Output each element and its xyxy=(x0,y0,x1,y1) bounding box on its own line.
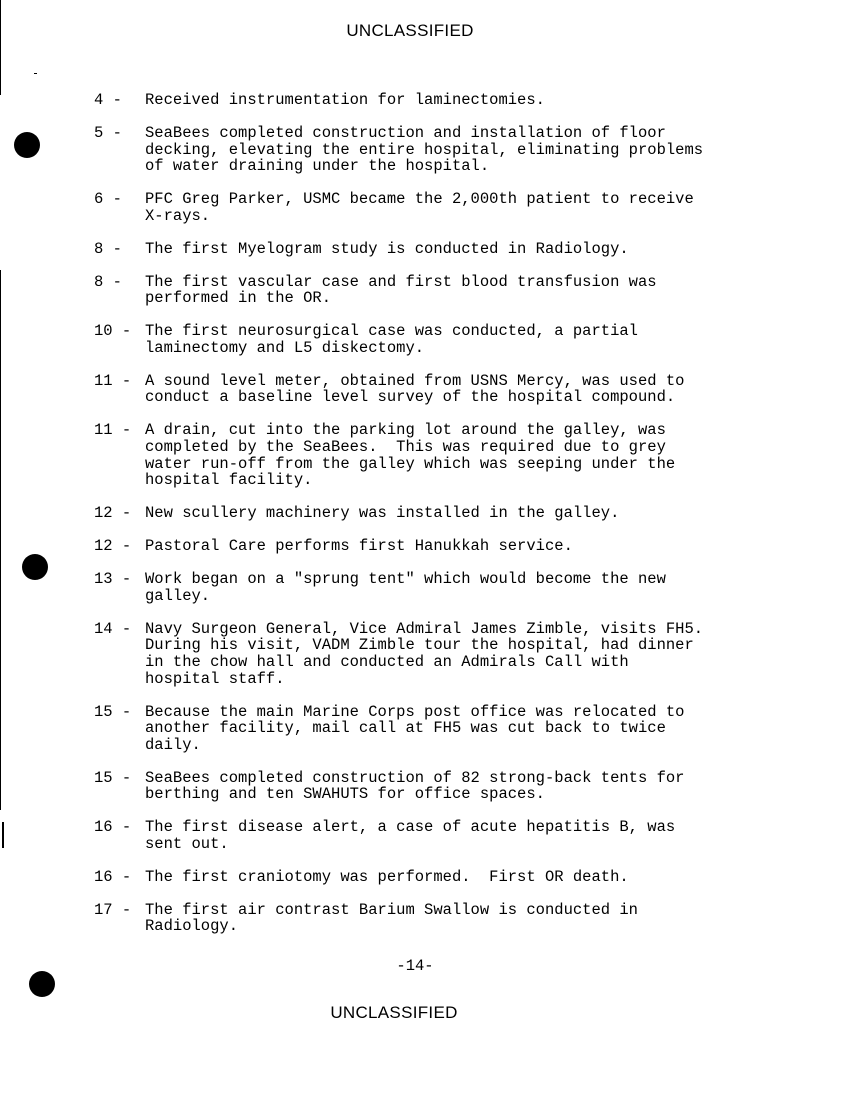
entry-date: 10 - xyxy=(94,322,132,341)
header-classification: UNCLASSIFIED xyxy=(346,21,474,40)
entry-text-line: galley. xyxy=(145,586,211,605)
entry-date: 12 - xyxy=(94,537,132,556)
entry-text xyxy=(145,869,794,886)
entry-text-line: completed by the SeaBees. This was required due to grey xyxy=(145,438,666,457)
entry-text xyxy=(145,274,794,307)
entry-date: 13 - xyxy=(94,570,132,589)
entry-text xyxy=(145,241,794,258)
entry-text-line: The first disease alert, a case of acute hepatitis B, was xyxy=(145,818,676,837)
chronology-entry xyxy=(94,92,794,109)
chronology-entry xyxy=(94,323,794,356)
entry-text-line: water run-off from the galley which was seeping under the xyxy=(145,454,676,473)
chronology-entry xyxy=(94,571,794,604)
entry-date: 15 - xyxy=(94,702,132,721)
entry-text-line: Because the main Marine Corps post office was relocated to xyxy=(145,702,685,721)
entry-text-line: X-rays. xyxy=(145,206,211,225)
chronology-entry xyxy=(94,274,794,307)
entry-text-line: hospital facility. xyxy=(145,471,313,490)
entry-date: 14 - xyxy=(94,619,132,638)
entry-text-line: Navy Surgeon General, Vice Admiral James Zimble, visits FH5. xyxy=(145,619,704,638)
entry-text xyxy=(145,571,794,604)
entry-date: 8 - xyxy=(94,272,122,291)
chronology-entry xyxy=(94,241,794,258)
chronology-entry xyxy=(94,505,794,522)
entry-text-line: decking, elevating the entire hospital, eliminating problems xyxy=(145,140,704,159)
entry-date: 4 - xyxy=(94,91,122,109)
entry-text-line: Received instrumentation for laminectomies. xyxy=(145,91,545,109)
footer-classification: UNCLASSIFIED xyxy=(330,1003,458,1022)
entry-date: 12 - xyxy=(94,504,132,523)
chronology-entry xyxy=(94,373,794,406)
entry-text-line: performed in the OR. xyxy=(145,289,332,308)
chronology-entry xyxy=(94,125,794,175)
entry-text xyxy=(145,323,794,356)
entry-text-line: laminectomy and L5 diskectomy. xyxy=(145,338,425,357)
punch-hole xyxy=(14,132,40,158)
chronology-entry xyxy=(94,422,794,488)
entry-text xyxy=(145,704,794,754)
scan-edge-mark xyxy=(0,0,1,95)
entry-date: 15 - xyxy=(94,768,132,787)
entry-text xyxy=(145,373,794,406)
entry-text-line: The first neurosurgical case was conducted, a partial xyxy=(145,322,638,341)
entry-text-line: During his visit, VADM Zimble tour the hospital, had dinner xyxy=(145,636,694,655)
entry-date: 11 - xyxy=(94,421,132,440)
scan-speck xyxy=(34,73,37,74)
entry-text-line: The first air contrast Barium Swallow is conducted in xyxy=(145,900,638,919)
chronology-entry xyxy=(94,770,794,803)
entry-text-line: The first craniotomy was performed. First OR death. xyxy=(145,867,629,886)
entry-date: 17 - xyxy=(94,900,132,919)
chronology-entry xyxy=(94,621,794,687)
entry-date: 6 - xyxy=(94,190,122,209)
entry-text xyxy=(145,621,794,687)
chronology-entries xyxy=(94,92,794,951)
entry-date: 16 - xyxy=(94,818,132,837)
entry-text-line: Pastoral Care performs first Hanukkah service. xyxy=(145,537,573,556)
chronology-entry xyxy=(94,902,794,935)
scan-edge-mark xyxy=(2,822,4,848)
entry-text xyxy=(145,505,794,522)
entry-text-line: another facility, mail call at FH5 was cut back to twice xyxy=(145,719,666,738)
entry-text xyxy=(145,422,794,488)
chronology-entry xyxy=(94,191,794,224)
entry-text-line: daily. xyxy=(145,735,201,754)
entry-text-line: SeaBees completed construction and installation of floor xyxy=(145,123,666,142)
chronology-entry xyxy=(94,538,794,555)
entry-text-line: Radiology. xyxy=(145,917,239,936)
entry-text xyxy=(145,902,794,935)
entry-text-line: A sound level meter, obtained from USNS Mercy, was used to xyxy=(145,371,685,390)
page-number: -14- xyxy=(396,957,434,975)
entry-text-line: conduct a baseline level survey of the hospital compound. xyxy=(145,388,676,407)
entry-text-line: berthing and ten SWAHUTS for office spaces. xyxy=(145,785,545,804)
entry-text-line: PFC Greg Parker, USMC became the 2,000th patient to receive xyxy=(145,190,694,209)
entry-text-line: Work began on a "sprung tent" which would become the new xyxy=(145,570,666,589)
punch-hole xyxy=(22,554,48,580)
chronology-entry xyxy=(94,869,794,886)
entry-text xyxy=(145,538,794,555)
entry-text-line: of water draining under the hospital. xyxy=(145,157,490,176)
entry-date: 16 - xyxy=(94,867,132,886)
chronology-entry xyxy=(94,819,794,852)
entry-text xyxy=(145,125,794,175)
entry-text xyxy=(145,770,794,803)
entry-text-line: SeaBees completed construction of 82 strong-back tents for xyxy=(145,768,685,787)
entry-text-line: New scullery machinery was installed in the galley. xyxy=(145,504,620,523)
chronology-entry xyxy=(94,704,794,754)
entry-date: 11 - xyxy=(94,371,132,390)
entry-text xyxy=(145,191,794,224)
entry-text-line: The first vascular case and first blood transfusion was xyxy=(145,272,657,291)
entry-text xyxy=(145,92,794,109)
entry-text-line: sent out. xyxy=(145,834,229,853)
entry-text-line: A drain, cut into the parking lot around the galley, was xyxy=(145,421,666,440)
scan-edge-mark xyxy=(0,270,1,810)
entry-text-line: hospital staff. xyxy=(145,669,285,688)
entry-text-line: The first Myelogram study is conducted in Radiology. xyxy=(145,239,629,258)
entry-date: 5 - xyxy=(94,123,122,142)
entry-date: 8 - xyxy=(94,239,122,258)
entry-text xyxy=(145,819,794,852)
entry-text-line: in the chow hall and conducted an Admirals Call with xyxy=(145,652,629,671)
